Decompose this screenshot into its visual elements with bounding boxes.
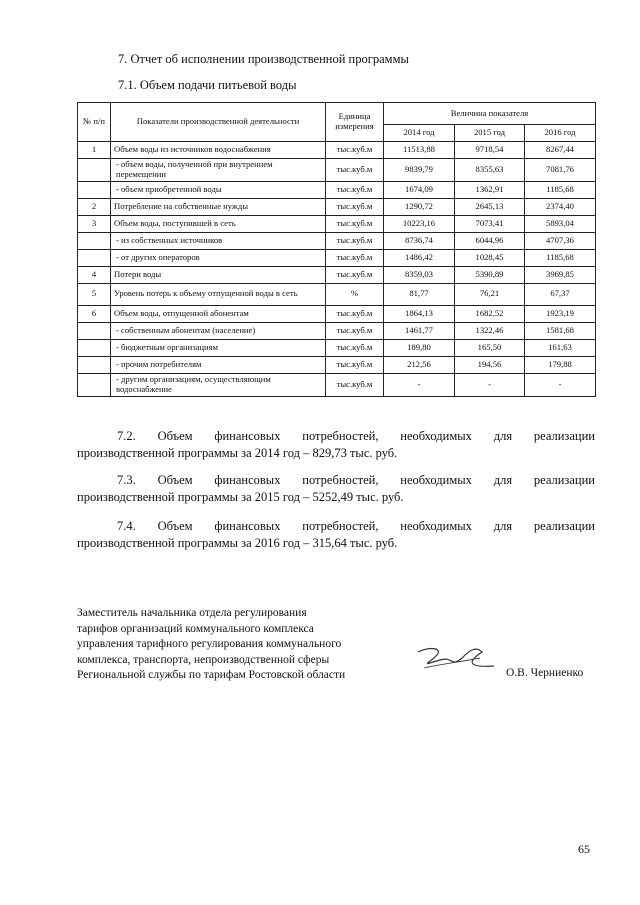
table-row xyxy=(78,305,596,322)
row-num xyxy=(78,181,111,198)
row-num: 2 xyxy=(78,198,111,215)
row-value-2015: 1362,91 xyxy=(455,181,525,198)
row-value-2016: 8267,44 xyxy=(525,142,596,159)
row-indicator: - собственным абонентам (население) xyxy=(111,322,326,339)
paragraph-word: финансовых xyxy=(214,473,281,487)
row-value-2016: - xyxy=(525,373,596,396)
row-unit: % xyxy=(326,283,384,305)
row-indicator: Потери воды xyxy=(111,266,326,283)
row-num xyxy=(78,232,111,249)
row-unit: тыс.куб.м xyxy=(326,322,384,339)
row-value-2016: 3969,85 xyxy=(525,266,596,283)
row-num xyxy=(78,249,111,266)
row-value-2014: 1461,77 xyxy=(384,322,455,339)
row-num xyxy=(78,159,111,182)
row-indicator: Объем воды, отпущенной абонентам xyxy=(111,305,326,322)
table-row xyxy=(78,356,596,373)
paragraph-word: 7.2. xyxy=(117,429,136,443)
row-value-2016: 1923,19 xyxy=(525,305,596,322)
row-value-2015: 7073,41 xyxy=(455,215,525,232)
table-row xyxy=(78,181,596,198)
paragraph-word: реализации xyxy=(533,473,595,487)
row-value-2014: 189,80 xyxy=(384,339,455,356)
signature-line: Заместитель начальника отдела регулирования xyxy=(77,607,307,619)
row-value-2015: 2645,13 xyxy=(455,198,525,215)
row-num xyxy=(78,339,111,356)
row-value-2016: 4707,36 xyxy=(525,232,596,249)
table-row xyxy=(78,159,596,182)
subsection-heading: 7.1. Объем подачи питьевой воды xyxy=(118,78,297,92)
signature-line: управления тарифного регулирования коммунального xyxy=(77,638,342,650)
paragraph-word: для xyxy=(493,429,513,443)
row-unit: тыс.куб.м xyxy=(326,249,384,266)
row-value-2015: 165,50 xyxy=(455,339,525,356)
table-row xyxy=(78,215,596,232)
col-header-indicator: Показатели производственной деятельности xyxy=(111,103,326,142)
row-value-2015: - xyxy=(455,373,525,396)
paragraph-word: финансовых xyxy=(214,519,281,533)
financial-needs-paragraph xyxy=(77,428,595,462)
row-unit: тыс.куб.м xyxy=(326,266,384,283)
row-value-2016: 7081,76 xyxy=(525,159,596,182)
row-unit: тыс.куб.м xyxy=(326,181,384,198)
row-indicator: - прочим потребителям xyxy=(111,356,326,373)
signature-block xyxy=(77,606,407,684)
row-num: 6 xyxy=(78,305,111,322)
table-row xyxy=(78,322,596,339)
table-row xyxy=(78,266,596,283)
row-num: 1 xyxy=(78,142,111,159)
row-value-2014: 1486,42 xyxy=(384,249,455,266)
row-value-2015: 1028,45 xyxy=(455,249,525,266)
financial-needs-paragraph xyxy=(77,518,595,552)
row-unit: тыс.куб.м xyxy=(326,339,384,356)
table-row xyxy=(78,373,596,396)
row-value-2016: 5893,04 xyxy=(525,215,596,232)
water-supply-table xyxy=(77,102,596,397)
row-value-2014: 8359,03 xyxy=(384,266,455,283)
table-row xyxy=(78,142,596,159)
paragraph-word: необходимых xyxy=(400,429,472,443)
row-unit: тыс.куб.м xyxy=(326,142,384,159)
paragraph-word: реализации xyxy=(533,429,595,443)
row-value-2015: 6044,96 xyxy=(455,232,525,249)
paragraph-word: Объем xyxy=(157,429,193,443)
paragraph-word: финансовых xyxy=(214,429,281,443)
row-unit: тыс.куб.м xyxy=(326,356,384,373)
row-unit: тыс.куб.м xyxy=(326,373,384,396)
paragraph-word: Объем xyxy=(157,473,193,487)
table-row xyxy=(78,283,596,305)
row-indicator: - объем приобретенной воды xyxy=(111,181,326,198)
year-header: 2015 год xyxy=(455,125,525,142)
row-value-2016: 161,63 xyxy=(525,339,596,356)
row-value-2016: 1185,68 xyxy=(525,249,596,266)
signature-line: комплекса, транспорта, непроизводственной сферы xyxy=(77,653,330,666)
row-unit: тыс.куб.м xyxy=(326,198,384,215)
paragraph-first-line xyxy=(77,518,595,535)
col-header-value: Величина показателя xyxy=(384,103,596,125)
year-header: 2014 год xyxy=(384,125,455,142)
paragraph-word: потребностей, xyxy=(302,473,379,487)
row-value-2014: 11513,88 xyxy=(384,142,455,159)
page-number: 65 xyxy=(578,842,590,856)
row-value-2014: 10223,16 xyxy=(384,215,455,232)
row-num: 5 xyxy=(78,283,111,305)
row-value-2015: 76,21 xyxy=(455,283,525,305)
paragraph-word: реализации xyxy=(533,519,595,533)
row-indicator: - от других операторов xyxy=(111,249,326,266)
row-value-2016: 2374,40 xyxy=(525,198,596,215)
section-heading: 7. Отчет об исполнении производственной программы xyxy=(118,52,409,66)
row-value-2014: - xyxy=(384,373,455,396)
row-indicator: Потребление на собственные нужды xyxy=(111,198,326,215)
table-row xyxy=(78,249,596,266)
row-indicator: Объем воды, поступившей в сеть xyxy=(111,215,326,232)
row-value-2014: 1290,72 xyxy=(384,198,455,215)
row-num xyxy=(78,322,111,339)
paragraph-continuation: производственной программы за 2015 год – 5252,49 тыс. руб. xyxy=(77,490,404,504)
paragraph-word: Объем xyxy=(157,519,193,533)
paragraph-first-line xyxy=(77,428,595,445)
table-row xyxy=(78,198,596,215)
financial-needs-paragraph xyxy=(77,472,595,506)
paragraph-word: потребностей, xyxy=(302,429,379,443)
paragraph-word: 7.3. xyxy=(117,473,136,487)
row-value-2016: 1185,68 xyxy=(525,181,596,198)
year-header: 2016 год xyxy=(525,125,596,142)
paragraph-first-line xyxy=(77,472,595,489)
row-indicator: - бюджетным организациям xyxy=(111,339,326,356)
paragraph-word: потребностей, xyxy=(302,519,379,533)
row-unit: тыс.куб.м xyxy=(326,159,384,182)
row-indicator: Объем воды из источников водоснабжения xyxy=(111,142,326,159)
row-value-2015: 194,56 xyxy=(455,356,525,373)
row-value-2015: 8355,63 xyxy=(455,159,525,182)
row-num xyxy=(78,373,111,396)
row-num: 4 xyxy=(78,266,111,283)
row-value-2015: 5390,89 xyxy=(455,266,525,283)
row-value-2016: 1581,68 xyxy=(525,322,596,339)
signatory-name: О.В. Черниенко xyxy=(506,667,584,679)
row-value-2016: 179,88 xyxy=(525,356,596,373)
row-indicator: Уровень потерь к объему отпущенной воды в сеть xyxy=(111,283,326,305)
row-value-2014: 8736,74 xyxy=(384,232,455,249)
row-value-2014: 9839,79 xyxy=(384,159,455,182)
table-row xyxy=(78,232,596,249)
row-value-2015: 9718,54 xyxy=(455,142,525,159)
row-num: 3 xyxy=(78,215,111,232)
row-value-2014: 212,56 xyxy=(384,356,455,373)
row-indicator: - из собственных источников xyxy=(111,232,326,249)
row-unit: тыс.куб.м xyxy=(326,215,384,232)
signature-line: тарифов организаций коммунального комплекса xyxy=(77,622,314,635)
row-value-2015: 1322,46 xyxy=(455,322,525,339)
row-value-2015: 1682,52 xyxy=(455,305,525,322)
paragraph-word: необходимых xyxy=(400,473,472,487)
row-unit: тыс.куб.м xyxy=(326,305,384,322)
paragraph-word: для xyxy=(493,519,513,533)
paragraph-word: для xyxy=(493,473,513,487)
row-indicator: - объем воды, полученной при внутреннем перемещении xyxy=(111,159,326,182)
paragraph-continuation: производственной программы за 2016 год – 315,64 тыс. руб. xyxy=(77,536,398,550)
row-indicator: - другим организациям, осуществляющим водоснабжение xyxy=(111,373,326,396)
row-value-2016: 67,37 xyxy=(525,283,596,305)
row-value-2014: 1674,09 xyxy=(384,181,455,198)
row-value-2014: 81,77 xyxy=(384,283,455,305)
col-header-num: № п/п xyxy=(78,103,111,142)
row-unit: тыс.куб.м xyxy=(326,232,384,249)
table-row xyxy=(78,339,596,356)
col-header-unit: Единица измерения xyxy=(326,103,384,142)
signature-line: Региональной службы по тарифам Ростовской области xyxy=(77,669,346,681)
paragraph-continuation: производственной программы за 2014 год – 829,73 тыс. руб. xyxy=(77,446,398,460)
row-num xyxy=(78,356,111,373)
paragraph-word: 7.4. xyxy=(117,519,136,533)
handwritten-signature xyxy=(410,638,500,678)
row-value-2014: 1864,13 xyxy=(384,305,455,322)
paragraph-word: необходимых xyxy=(400,519,472,533)
